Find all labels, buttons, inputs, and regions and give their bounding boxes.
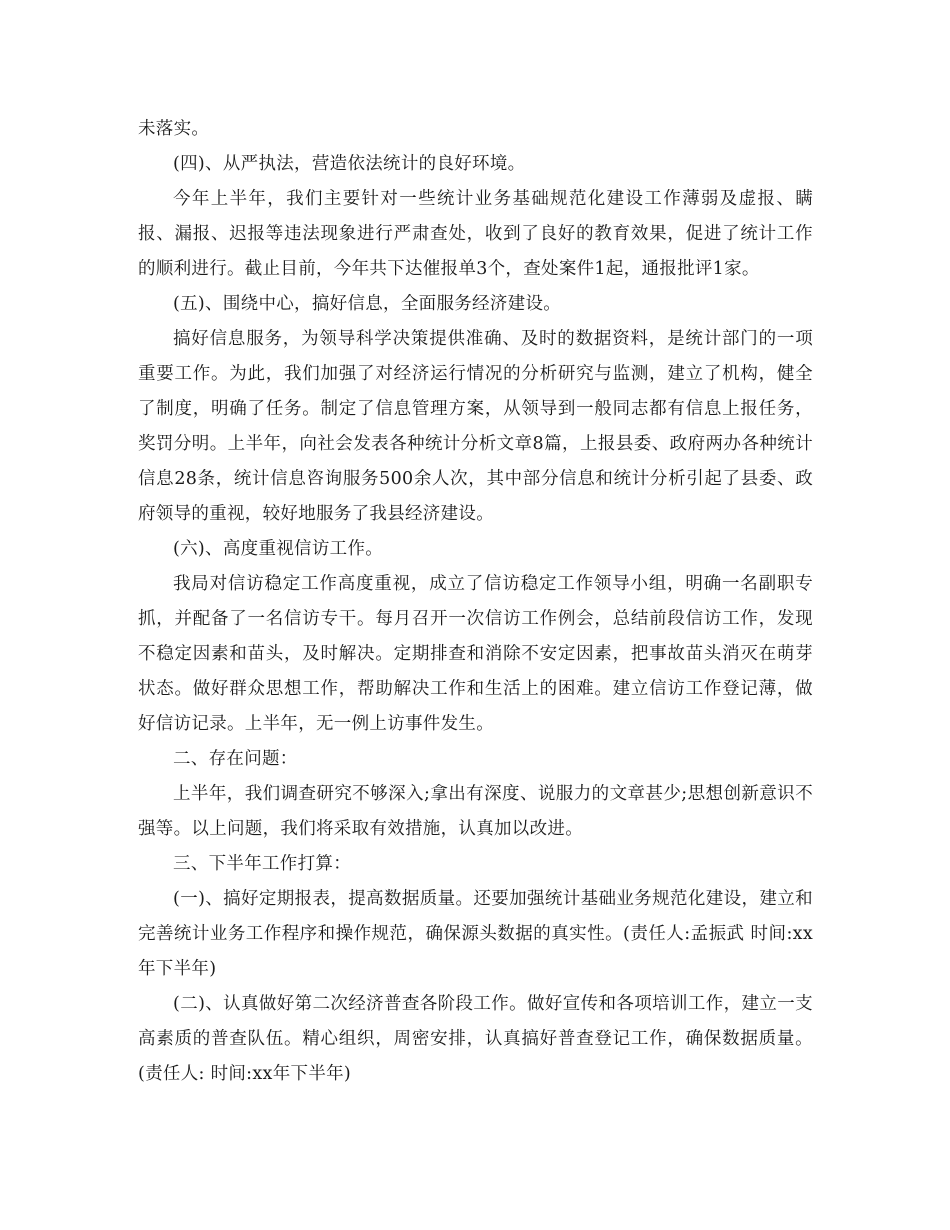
document-body <box>138 112 813 1092</box>
paragraph-problems: 上半年，我们调查研究不够深入;拿出有深度、说服力的文章甚少;思想创新意识不强等。以上问题，我们将采取有效措施，认真加以改进。 <box>138 784 813 839</box>
heading-existing-problems: 二、存在问题： <box>173 749 298 769</box>
section-heading-6: (六)、高度重视信访工作。 <box>173 539 384 559</box>
heading-second-half-plan: 三、下半年工作打算： <box>173 854 351 874</box>
paragraph-plan-1: (一)、搞好定期报表，提高数据质量。还要加强统计基础业务规范化建设，建立和完善统计业务工作程序和操作规范，确保源头数据的真实性。(责任人:孟振武 时间:xx年下半年) <box>138 889 813 979</box>
paragraph-plan-2: (二)、认真做好第二次经济普查各阶段工作。做好宣传和各项培训工作，建立一支高素质的普查队伍。精心组织，周密安排，认真搞好普查登记工作，确保数据质量。(责任人: 时间:xx年下半年) <box>138 994 813 1084</box>
paragraph-continuation: 未落实。 <box>138 119 210 139</box>
section-heading-5: (五)、围绕中心，搞好信息，全面服务经济建设。 <box>173 294 562 314</box>
section-heading-4: (四)、从严执法，营造依法统计的良好环境。 <box>173 154 526 174</box>
paragraph-information-service: 搞好信息服务，为领导科学决策提供准确、及时的数据资料，是统计部门的一项重要工作。为此，我们加强了对经济运行情况的分析研究与监测，建立了机构，健全了制度，明确了任务。制定了信息管理方案，从领导到一般同志都有信息上报任务，奖罚分明。上半年，向社会发表各种统计分析文章8篇，上报县委、政府两办各种统计信息28条，统计信息咨询服务500余人次，其中部分信息和统计分析引起了县委、政府领导的重视，较好地服务了我县经济建设。 <box>138 329 813 524</box>
paragraph-petition-work: 我局对信访稳定工作高度重视，成立了信访稳定工作领导小组，明确一名副职专抓，并配备了一名信访专干。每月召开一次信访工作例会，总结前段信访工作，发现不稳定因素和苗头，及时解决。定期排查和消除不安定因素，把事故苗头消灭在萌芽状态。做好群众思想工作，帮助解决工作和生活上的困难。建立信访工作登记薄，做好信访记录。上半年，无一例上访事件发生。 <box>138 574 813 734</box>
paragraph-enforcement: 今年上半年，我们主要针对一些统计业务基础规范化建设工作薄弱及虚报、瞒报、漏报、迟报等违法现象进行严肃查处，收到了良好的教育效果，促进了统计工作的顺利进行。截止目前，今年共下达催报单3个，查处案件1起，通报批评1家。 <box>138 189 813 279</box>
